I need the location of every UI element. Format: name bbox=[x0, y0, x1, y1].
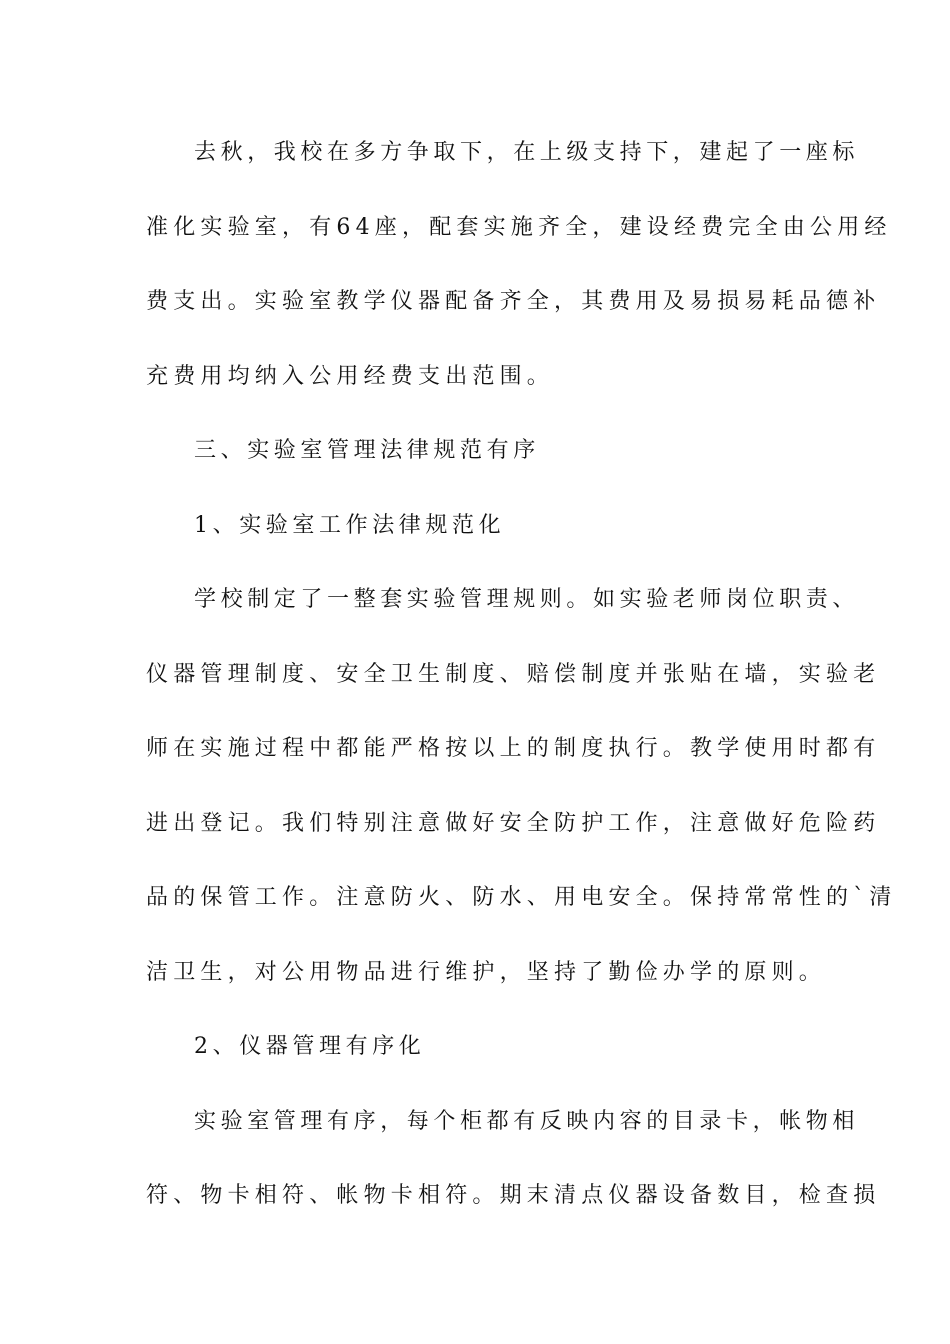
paragraph-line: 符、物卡相符、帐物卡相符。期末清点仪器设备数目，检查损 bbox=[146, 1183, 881, 1208]
section-heading: 三、实验室管理法律规范有序 bbox=[194, 438, 540, 463]
paragraph-line: 品的保管工作。注意防火、防水、用电安全。保持常常性的`清 bbox=[146, 885, 897, 910]
paragraph-line: 费支出。实验室教学仪器配备齐全，其费用及易损易耗品德补 bbox=[146, 289, 881, 314]
paragraph-line: 准化实验室，有64座，配套实施齐全，建设经费完全由公用经 bbox=[146, 214, 892, 240]
paragraph-line: 充费用均纳入公用经费支出范围。 bbox=[146, 363, 555, 389]
paragraph-line: 学校制定了一整套实验管理规则。如实验老师岗位职责、 bbox=[194, 587, 860, 612]
subsection-heading: 2、仪器管理有序化 bbox=[194, 1034, 426, 1059]
paragraph-line: 进出登记。我们特别注意做好安全防护工作，注意做好危险药 bbox=[146, 810, 881, 836]
paragraph-line: 洁卫生，对公用物品进行维护，坚持了勤俭办学的原则。 bbox=[146, 959, 827, 985]
document-body bbox=[146, 128, 897, 1246]
paragraph-line: 实验室管理有序，每个柜都有反映内容的目录卡，帐物相 bbox=[194, 1108, 860, 1134]
paragraph-line: 去秋，我校在多方争取下，在上级支持下，建起了一座标 bbox=[194, 140, 860, 165]
paragraph-line: 师在实施过程中都能严格按以上的制度执行。教学使用时都有 bbox=[146, 736, 881, 761]
subsection-heading: 1、实验室工作法律规范化 bbox=[194, 512, 506, 538]
paragraph-line: 仪器管理制度、安全卫生制度、赔偿制度并张贴在墙，实验老 bbox=[146, 661, 881, 687]
